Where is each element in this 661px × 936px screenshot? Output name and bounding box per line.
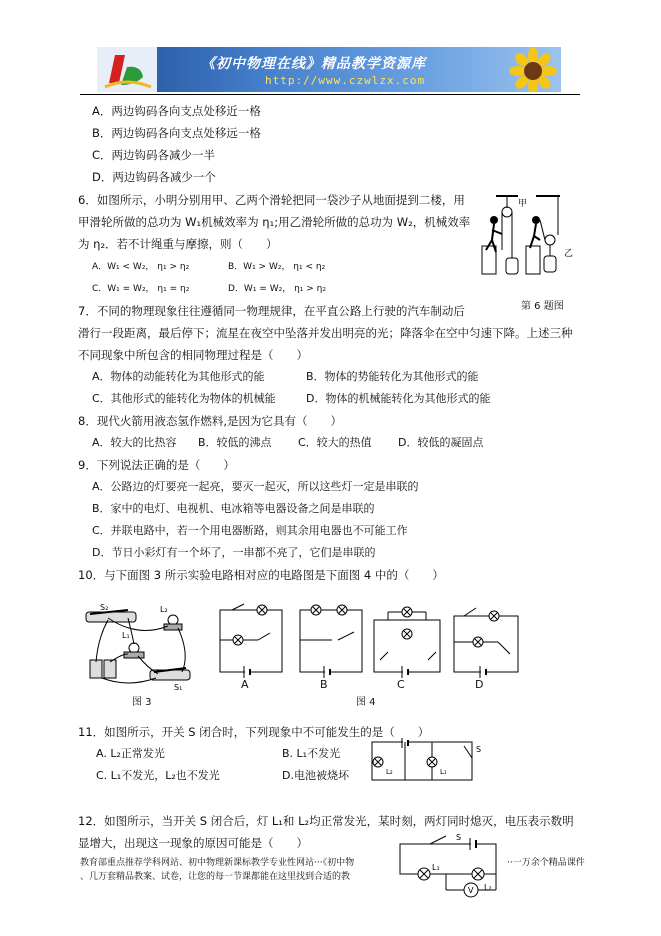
q5-option-b: B．两边钩码各向支点处移远一格 bbox=[92, 126, 261, 140]
header-banner bbox=[97, 47, 561, 92]
circuit-c bbox=[374, 607, 440, 678]
header-url: http://www.czwlzx.com bbox=[265, 74, 426, 87]
header-rule bbox=[80, 94, 580, 95]
figure4-label-b: B bbox=[320, 678, 328, 691]
figure4-label-d: D bbox=[475, 678, 484, 691]
q8-line1: 8．现代火箭用液态氢作燃料,是因为它具有（ ） bbox=[78, 414, 342, 428]
q8-option-d: D．较低的凝固点 bbox=[398, 436, 484, 449]
q12-label-l2: L₂ bbox=[484, 883, 492, 892]
q6-line2: 甲滑轮所做的总功为 W₁机械效率为 η₁;用乙滑轮所做的总功为 W₂，机械效率 bbox=[78, 215, 471, 229]
figure3-caption: 图 3 bbox=[132, 697, 152, 708]
q8-option-a: A．较大的比热容 bbox=[92, 436, 177, 449]
q6-option-d: D．W₁ = W₂， η₁ > η₂ bbox=[228, 284, 326, 294]
q9-line1: 9．下列说法正确的是（ ） bbox=[78, 458, 235, 472]
q11-label-l1: L₁ bbox=[440, 768, 447, 776]
q7-line3: 不同现象中所包含的相同物理过程是（ ） bbox=[78, 348, 308, 362]
pulley-figure bbox=[478, 190, 583, 290]
q12-label-v: V bbox=[468, 886, 474, 895]
q5-option-a: A．两边钩码各向支点处移近一格 bbox=[92, 104, 261, 118]
q11-label-l2: L₂ bbox=[386, 768, 393, 776]
footer-line2: 、几万套精品教案、试卷，让您的每一节课都能在这里找到合适的教 bbox=[80, 872, 351, 882]
q11-option-d: D.电池被烧坏 bbox=[282, 769, 349, 782]
q11-option-a: A. L₂正常发光 bbox=[96, 747, 165, 760]
q7-option-d: D．物体的机械能转化为其他形式的能 bbox=[306, 392, 491, 405]
q11-option-b: B. L₁不发光 bbox=[282, 747, 341, 760]
q5-option-c: C．两边钩码各减少一半 bbox=[92, 148, 216, 162]
q7-line1: 7．不同的物理现象往往遵循同一物理规律，在平直公路上行驶的汽车制动后 bbox=[78, 304, 465, 318]
q6-option-b: B．W₁ > W₂， η₁ < η₂ bbox=[228, 262, 326, 272]
header-title: 《初中物理在线》精品教学资源库 bbox=[201, 56, 426, 72]
q8-option-b: B．较低的沸点 bbox=[198, 436, 272, 449]
q6-option-c: C．W₁ = W₂， η₁ = η₂ bbox=[92, 284, 190, 294]
q7-line2: 滑行一段距离，最后停下；流星在夜空中坠落并发出明亮的光；降落伞在空中匀速下降。上述三种 bbox=[78, 326, 573, 340]
pulley-label-yi: 乙 bbox=[564, 249, 574, 259]
q5-option-d: D．两边钩码各减少一个 bbox=[92, 170, 216, 184]
q7-option-a: A．物体的动能转化为其他形式的能 bbox=[92, 370, 265, 383]
fig3-label-l2: L₂ bbox=[160, 605, 168, 614]
figure3-circuit-photo bbox=[78, 598, 208, 708]
q11-label-s: S bbox=[476, 745, 482, 754]
q8-option-c: C．较大的热值 bbox=[298, 436, 372, 449]
q6-option-a: A．W₁ < W₂， η₁ > η₂ bbox=[92, 262, 190, 272]
figure4-label-c: C bbox=[397, 678, 405, 691]
pulley-label-jia: 甲 bbox=[518, 199, 528, 209]
q6-figure-caption: 第 6 题图 bbox=[521, 301, 564, 312]
q6-line3: 为 η₂．若不计绳重与摩擦，则（ ） bbox=[78, 237, 278, 251]
q7-option-c: C．其他形式的能转化为物体的机械能 bbox=[92, 392, 276, 405]
q12-label-s: S bbox=[456, 833, 462, 842]
circuit-d bbox=[454, 608, 518, 678]
fig3-label-s1: S₁ bbox=[174, 683, 183, 692]
logo-icon bbox=[97, 47, 157, 92]
q12-line2: 显增大，出现这一现象的原因可能是（ ） bbox=[78, 836, 308, 850]
q12-line1: 12．如图所示，当开关 S 闭合后，灯 L₁和 L₂均正常发光，某时刻，两灯同时熄灭，电压表示数明 bbox=[78, 814, 574, 828]
q11-circuit-diagram bbox=[368, 738, 486, 786]
q9-option-c: C．并联电路中，若一个用电器断路，则其余用电器也不可能工作 bbox=[92, 524, 408, 537]
fig3-label-l1: L₁ bbox=[122, 631, 130, 640]
q9-option-a: A．公路边的灯要亮一起亮，要灭一起灭，所以这些灯一定是串联的 bbox=[92, 480, 419, 493]
circuit-b bbox=[300, 605, 362, 678]
q11-option-c: C. L₁不发光，L₂也不发光 bbox=[96, 769, 220, 782]
q9-option-d: D．节日小彩灯有一个坏了，一串都不亮了，它们是串联的 bbox=[92, 546, 376, 559]
q6-line1: 6．如图所示，小明分别用甲、乙两个滑轮把同一袋沙子从地面提到二楼，用 bbox=[78, 193, 465, 207]
q10-line1: 10．与下面图 3 所示实验电路相对应的电路图是下面图 4 中的（ ） bbox=[78, 568, 444, 582]
q9-option-b: B．家中的电灯、电视机、电冰箱等电器设备之间是串联的 bbox=[92, 502, 375, 515]
q12-circuit-diagram bbox=[396, 832, 506, 902]
circuit-a bbox=[220, 604, 282, 678]
sunflower-icon bbox=[501, 47, 561, 92]
fig3-label-s2: S₂ bbox=[100, 603, 109, 612]
footer-line1-right: ··一万余个精品课件 bbox=[507, 858, 585, 868]
q11-line1: 11．如图所示，开关 S 闭合时，下列现象中不可能发生的是（ ） bbox=[78, 725, 430, 739]
footer-line1: 教育部重点推荐学科网站、初中物理新课标教学专业性网站···《初中物 bbox=[80, 858, 355, 868]
q12-label-l1: L₁ bbox=[432, 863, 440, 872]
figure4-caption: 图 4 bbox=[356, 697, 376, 708]
figure4-label-a: A bbox=[241, 678, 249, 691]
q7-option-b: B．物体的势能转化为其他形式的能 bbox=[306, 370, 479, 383]
